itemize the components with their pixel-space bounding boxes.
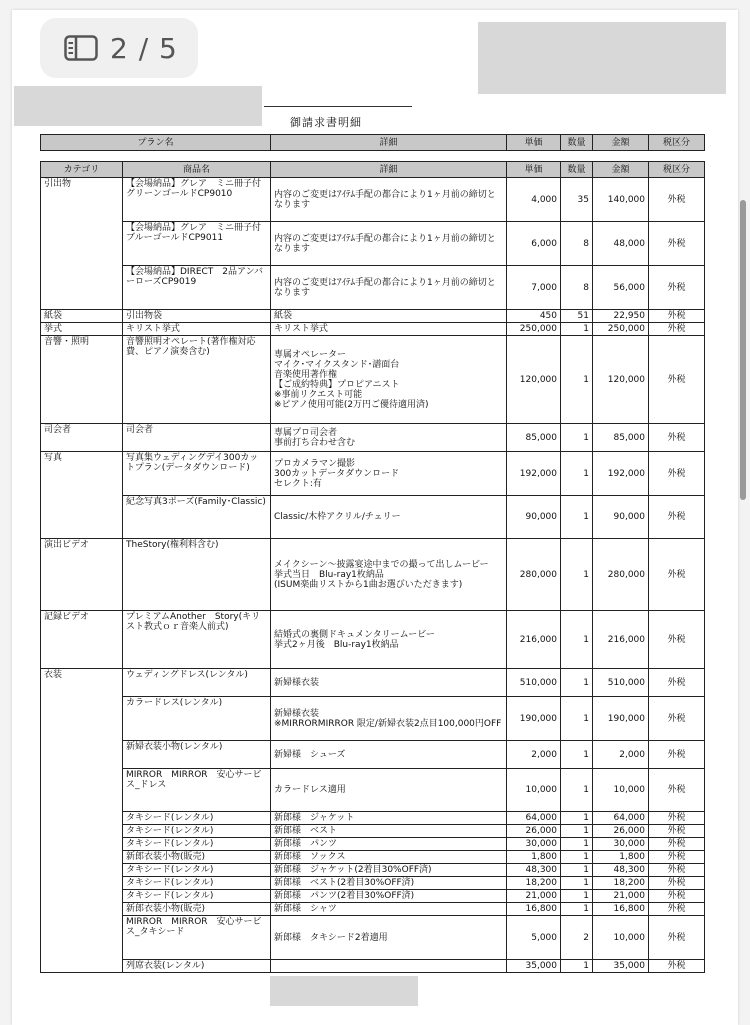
redacted-block-top-right	[478, 22, 726, 94]
amount-cell: 2,000	[593, 741, 649, 769]
main-header-cell: 単価	[507, 162, 561, 178]
item-detail-cell: 新婦様 シューズ	[271, 741, 507, 769]
item-detail-cell: 新郎様 パンツ(2着目30%OFF済)	[271, 890, 507, 903]
unit-price-cell: 30,000	[507, 838, 561, 851]
amount-cell: 56,000	[593, 266, 649, 310]
item-detail-cell: 新婦様衣装	[271, 669, 507, 697]
item-detail-cell: カラードレス適用	[271, 769, 507, 812]
category-cell: 引出物	[41, 178, 123, 310]
table-row	[41, 266, 705, 310]
plan-header-cell: 数量	[561, 135, 593, 151]
unit-price-cell: 26,000	[507, 825, 561, 838]
table-row	[41, 178, 705, 222]
item-name-cell: タキシード(レンタル)	[123, 877, 271, 890]
page-indicator[interactable]	[40, 18, 198, 78]
tax-type-cell: 外税	[649, 960, 705, 973]
item-name-cell: タキシード(レンタル)	[123, 825, 271, 838]
item-detail-cell: 結婚式の裏側ドキュメンタリームービー 挙式2ヶ月後 Blu-ray1枚納品	[271, 611, 507, 669]
unit-price-cell: 120,000	[507, 336, 561, 424]
quantity-cell: 1	[561, 323, 593, 336]
item-detail-cell: 新郎様 シャツ	[271, 903, 507, 916]
item-name-cell: タキシード(レンタル)	[123, 890, 271, 903]
table-row	[41, 323, 705, 336]
item-name-cell: 【会場納品】DIRECT 2品アンバーローズCP9019	[123, 266, 271, 310]
tax-type-cell: 外税	[649, 916, 705, 960]
redacted-block-bottom	[270, 976, 418, 1006]
plan-header-cell: 詳細	[271, 135, 507, 151]
unit-price-cell: 192,000	[507, 452, 561, 496]
unit-price-cell: 35,000	[507, 960, 561, 973]
item-detail-cell	[271, 960, 507, 973]
table-row	[41, 539, 705, 611]
quantity-cell: 2	[561, 916, 593, 960]
sidebar-toggle-icon[interactable]	[64, 35, 98, 61]
amount-cell: 140,000	[593, 178, 649, 222]
table-row	[41, 424, 705, 452]
tax-type-cell: 外税	[649, 903, 705, 916]
table-row	[41, 222, 705, 266]
amount-cell: 48,000	[593, 222, 649, 266]
unit-price-cell: 1,800	[507, 851, 561, 864]
tax-type-cell: 外税	[649, 769, 705, 812]
redacted-block-top-left	[14, 86, 262, 126]
table-row	[41, 496, 705, 539]
amount-cell: 22,950	[593, 310, 649, 323]
table-row	[41, 838, 705, 851]
quantity-cell: 35	[561, 178, 593, 222]
quantity-cell: 1	[561, 741, 593, 769]
item-name-cell: 新郎衣装小物(販売)	[123, 903, 271, 916]
main-header-cell: 数量	[561, 162, 593, 178]
item-detail-cell: 新郎様 ベスト	[271, 825, 507, 838]
item-detail-cell: 紙袋	[271, 310, 507, 323]
invoice-detail-table	[40, 161, 705, 973]
quantity-cell: 1	[561, 825, 593, 838]
amount-cell: 64,000	[593, 812, 649, 825]
table-row	[41, 697, 705, 741]
amount-cell: 10,000	[593, 916, 649, 960]
item-detail-cell: 専属オペレーター マイク･マイクスタンド･譜面台 音楽使用著作権 【ご成約特典】プロピアニスト ※事前リクエスト可能 ※ピアノ使用可能(2万円ご優待適用済)	[271, 336, 507, 424]
item-name-cell: 【会場納品】グレア ミニ冊子付グリーンゴールドCP9010	[123, 178, 271, 222]
main-header-cell: カテゴリ	[41, 162, 123, 178]
amount-cell: 85,000	[593, 424, 649, 452]
item-detail-cell: 専属プロ司会者 事前打ち合わせ含む	[271, 424, 507, 452]
tax-type-cell: 外税	[649, 266, 705, 310]
item-detail-cell: Classic/木枠アクリル/チェリー	[271, 496, 507, 539]
item-name-cell: 司会者	[123, 424, 271, 452]
tax-type-cell: 外税	[649, 669, 705, 697]
document-title: 御請求書明細	[290, 116, 362, 129]
amount-cell: 30,000	[593, 838, 649, 851]
amount-cell: 26,000	[593, 825, 649, 838]
item-detail-cell: 内容のご変更はｱｲﾃﾑ手配の都合により1ヶ月前の締切となります	[271, 266, 507, 310]
tax-type-cell: 外税	[649, 424, 705, 452]
quantity-cell: 8	[561, 266, 593, 310]
table-row	[41, 769, 705, 812]
table-row	[41, 310, 705, 323]
unit-price-cell: 4,000	[507, 178, 561, 222]
item-name-cell: カラードレス(レンタル)	[123, 697, 271, 741]
item-name-cell: MIRROR MIRROR 安心サービス_タキシード	[123, 916, 271, 960]
table-row	[41, 812, 705, 825]
quantity-cell: 51	[561, 310, 593, 323]
table-row	[41, 903, 705, 916]
item-name-cell: 【会場納品】グレア ミニ冊子付ブルーゴールドCP9011	[123, 222, 271, 266]
quantity-cell: 1	[561, 496, 593, 539]
item-name-cell: ウェディングドレス(レンタル)	[123, 669, 271, 697]
unit-price-cell: 64,000	[507, 812, 561, 825]
amount-cell: 1,800	[593, 851, 649, 864]
unit-price-cell: 510,000	[507, 669, 561, 697]
amount-cell: 190,000	[593, 697, 649, 741]
amount-cell: 35,000	[593, 960, 649, 973]
main-header-cell: 税区分	[649, 162, 705, 178]
quantity-cell: 1	[561, 424, 593, 452]
plan-header-cell: プラン名	[41, 135, 271, 151]
table-row	[41, 890, 705, 903]
unit-price-cell: 450	[507, 310, 561, 323]
table-row	[41, 851, 705, 864]
item-name-cell: MIRROR MIRROR 安心サービス_ドレス	[123, 769, 271, 812]
item-name-cell: タキシード(レンタル)	[123, 812, 271, 825]
item-detail-cell: 内容のご変更はｱｲﾃﾑ手配の都合により1ヶ月前の締切となります	[271, 178, 507, 222]
plan-header-row	[41, 135, 705, 151]
unit-price-cell: 21,000	[507, 890, 561, 903]
tax-type-cell: 外税	[649, 697, 705, 741]
item-detail-cell: 新郎様 ソックス	[271, 851, 507, 864]
unit-price-cell: 2,000	[507, 741, 561, 769]
tax-type-cell: 外税	[649, 310, 705, 323]
quantity-cell: 1	[561, 890, 593, 903]
item-name-cell: 新婦衣装小物(レンタル)	[123, 741, 271, 769]
scrollbar[interactable]	[740, 200, 746, 500]
table-row	[41, 452, 705, 496]
item-detail-cell: 内容のご変更はｱｲﾃﾑ手配の都合により1ヶ月前の締切となります	[271, 222, 507, 266]
quantity-cell: 1	[561, 903, 593, 916]
tax-type-cell: 外税	[649, 877, 705, 890]
amount-cell: 48,300	[593, 864, 649, 877]
quantity-cell: 1	[561, 539, 593, 611]
table-row	[41, 611, 705, 669]
unit-price-cell: 5,000	[507, 916, 561, 960]
item-name-cell: 紀念写真3ポーズ(Family･Classic)	[123, 496, 271, 539]
amount-cell: 250,000	[593, 323, 649, 336]
tax-type-cell: 外税	[649, 222, 705, 266]
tax-type-cell: 外税	[649, 851, 705, 864]
category-cell: 紙袋	[41, 310, 123, 323]
amount-cell: 280,000	[593, 539, 649, 611]
unit-price-cell: 48,300	[507, 864, 561, 877]
tax-type-cell: 外税	[649, 864, 705, 877]
item-detail-cell: 新婦様衣装 ※MIRRORMIRROR 限定/新婦衣装2点目100,000円OFF	[271, 697, 507, 741]
amount-cell: 16,800	[593, 903, 649, 916]
tax-type-cell: 外税	[649, 178, 705, 222]
amount-cell: 120,000	[593, 336, 649, 424]
quantity-cell: 1	[561, 669, 593, 697]
quantity-cell: 1	[561, 851, 593, 864]
quantity-cell: 1	[561, 812, 593, 825]
category-cell: 写真	[41, 452, 123, 539]
item-name-cell: プレミアムAnother Story(キリスト教式ｏｒ音楽人前式)	[123, 611, 271, 669]
unit-price-cell: 190,000	[507, 697, 561, 741]
table-row	[41, 825, 705, 838]
tax-type-cell: 外税	[649, 496, 705, 539]
amount-cell: 90,000	[593, 496, 649, 539]
unit-price-cell: 250,000	[507, 323, 561, 336]
item-name-cell: タキシード(レンタル)	[123, 838, 271, 851]
unit-price-cell: 90,000	[507, 496, 561, 539]
main-header-row	[41, 162, 705, 178]
item-detail-cell: メイクシーン～披露宴途中までの撮って出しムービー 挙式当日 Blu-ray1枚納品 (ISUM楽曲リストから1曲お選びいただきます)	[271, 539, 507, 611]
tax-type-cell: 外税	[649, 452, 705, 496]
item-name-cell: 音響照明オペレート(著作権対応費、ピアノ演奏含む)	[123, 336, 271, 424]
quantity-cell: 1	[561, 611, 593, 669]
table-row	[41, 864, 705, 877]
page-number: 2 / 5	[110, 31, 178, 65]
item-detail-cell: プロカメラマン撮影 300カットデータダウンロード セレクト:有	[271, 452, 507, 496]
tax-type-cell: 外税	[649, 890, 705, 903]
amount-cell: 192,000	[593, 452, 649, 496]
item-detail-cell: 新郎様 パンツ	[271, 838, 507, 851]
quantity-cell: 1	[561, 697, 593, 741]
category-cell: 記録ビデオ	[41, 611, 123, 669]
amount-cell: 510,000	[593, 669, 649, 697]
unit-price-cell: 85,000	[507, 424, 561, 452]
item-name-cell: キリスト挙式	[123, 323, 271, 336]
item-detail-cell: キリスト挙式	[271, 323, 507, 336]
tax-type-cell: 外税	[649, 741, 705, 769]
tax-type-cell: 外税	[649, 611, 705, 669]
table-row	[41, 960, 705, 973]
item-detail-cell: 新郎様 タキシード2着適用	[271, 916, 507, 960]
table-row	[41, 877, 705, 890]
item-name-cell: 引出物袋	[123, 310, 271, 323]
unit-price-cell: 18,200	[507, 877, 561, 890]
item-detail-cell: 新郎様 ベスト(2着目30%OFF済)	[271, 877, 507, 890]
amount-cell: 21,000	[593, 890, 649, 903]
plan-header-cell: 単価	[507, 135, 561, 151]
category-cell: 挙式	[41, 323, 123, 336]
item-name-cell: 列席衣装(レンタル)	[123, 960, 271, 973]
plan-header-cell: 金額	[593, 135, 649, 151]
quantity-cell: 1	[561, 960, 593, 973]
tax-type-cell: 外税	[649, 336, 705, 424]
title-rule	[264, 106, 412, 107]
unit-price-cell: 280,000	[507, 539, 561, 611]
item-name-cell: 新郎衣装小物(販売)	[123, 851, 271, 864]
main-header-cell: 金額	[593, 162, 649, 178]
plan-table	[40, 134, 705, 151]
unit-price-cell: 16,800	[507, 903, 561, 916]
unit-price-cell: 7,000	[507, 266, 561, 310]
category-cell: 演出ビデオ	[41, 539, 123, 611]
main-header-cell: 商品名	[123, 162, 271, 178]
amount-cell: 216,000	[593, 611, 649, 669]
table-row	[41, 669, 705, 697]
table-row	[41, 336, 705, 424]
item-name-cell: タキシード(レンタル)	[123, 864, 271, 877]
item-name-cell: TheStory(権利料含む)	[123, 539, 271, 611]
quantity-cell: 1	[561, 452, 593, 496]
amount-cell: 10,000	[593, 769, 649, 812]
table-row	[41, 916, 705, 960]
amount-cell: 18,200	[593, 877, 649, 890]
tax-type-cell: 外税	[649, 838, 705, 851]
quantity-cell: 1	[561, 769, 593, 812]
quantity-cell: 8	[561, 222, 593, 266]
category-cell: 衣装	[41, 669, 123, 973]
category-cell: 司会者	[41, 424, 123, 452]
tax-type-cell: 外税	[649, 323, 705, 336]
plan-header-cell: 税区分	[649, 135, 705, 151]
quantity-cell: 1	[561, 864, 593, 877]
tax-type-cell: 外税	[649, 812, 705, 825]
item-name-cell: 写真集ウェディングデイ300カットプラン(データダウンロード)	[123, 452, 271, 496]
tax-type-cell: 外税	[649, 539, 705, 611]
tax-type-cell: 外税	[649, 825, 705, 838]
unit-price-cell: 216,000	[507, 611, 561, 669]
unit-price-cell: 10,000	[507, 769, 561, 812]
item-detail-cell: 新郎様 ジャケット	[271, 812, 507, 825]
unit-price-cell: 6,000	[507, 222, 561, 266]
quantity-cell: 1	[561, 336, 593, 424]
category-cell: 音響・照明	[41, 336, 123, 424]
main-header-cell: 詳細	[271, 162, 507, 178]
quantity-cell: 1	[561, 838, 593, 851]
table-row	[41, 741, 705, 769]
item-detail-cell: 新郎様 ジャケット(2着目30%OFF済)	[271, 864, 507, 877]
quantity-cell: 1	[561, 877, 593, 890]
